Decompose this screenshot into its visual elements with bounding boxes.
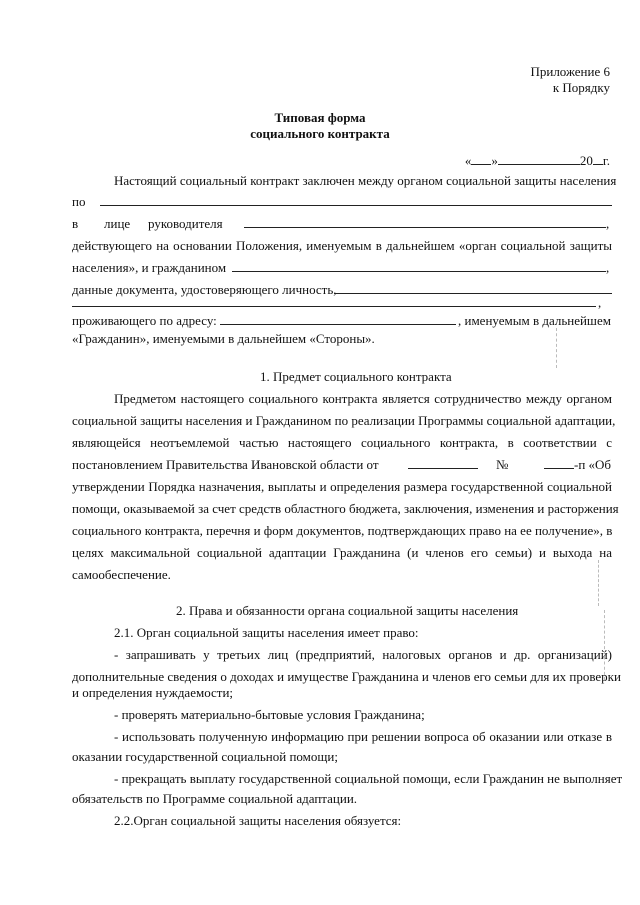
appendix-reference: к Порядку xyxy=(552,80,610,95)
address-suffix: , именуемым в дальнейшем xyxy=(458,313,611,328)
intro-line-8 xyxy=(72,313,612,329)
resolution-date-blank[interactable] xyxy=(408,457,478,469)
id-document-blank-1[interactable] xyxy=(334,282,612,294)
intro-line-1: Настоящий социальный контракт заключен между органом социальной защиты населения xyxy=(114,173,617,188)
section-1-line-1: Предметом настоящего социального контракта является сотрудничество между органом xyxy=(114,391,612,406)
citizen-prefix: населения», и гражданином xyxy=(72,260,227,275)
date-close-quote: » xyxy=(491,153,498,168)
intro-line-5 xyxy=(72,260,612,276)
section-1-line-5: утверждении Порядка назначения, выплаты и определения размера государственной социальной xyxy=(72,479,612,494)
scan-artifact-mark xyxy=(604,610,606,680)
section-1-line-6: помощи, оказываемой за счет средств областного бюджета, заключения, изменения и расторжения xyxy=(72,501,619,516)
right-4-line-2: обязательств по Программе социальной адаптации. xyxy=(72,791,358,806)
id-document-blank-2[interactable] xyxy=(72,295,596,307)
line3-comma: , xyxy=(606,216,610,231)
section-1-line-9: самообеспечение. xyxy=(72,567,171,582)
resolution-number-blank[interactable] xyxy=(544,457,574,469)
document-subtitle: социального контракта xyxy=(250,126,390,141)
right-3-line-1: - использовать полученную информацию при решении вопроса об оказании или отказе в xyxy=(114,729,612,744)
section-1-heading: 1. Предмет социального контракта xyxy=(260,369,452,384)
address-blank[interactable] xyxy=(220,313,456,325)
section-1-line-8: целях максимальной социальной адаптации Гражданина (и членов его семьи) и выхода на xyxy=(72,545,612,560)
section-1-line-4 xyxy=(72,457,612,473)
word-v: в xyxy=(72,216,79,231)
head-name-blank[interactable] xyxy=(244,216,606,228)
right-2: - проверять материально-бытовые условия Гражданина; xyxy=(114,707,425,722)
appendix-number: Приложение 6 xyxy=(530,64,610,79)
scan-artifact-mark xyxy=(556,328,558,368)
section-1-line-7: социального контракта, перечня и форм документов, подтверждающих право на ее получение», в xyxy=(72,523,613,538)
citizen-name-blank[interactable] xyxy=(232,260,606,272)
authority-name-blank[interactable] xyxy=(100,194,612,206)
intro-line-4: действующего на основании Положения, именуемым в дальнейшем «орган социальной защиты xyxy=(72,238,612,253)
year-blank[interactable] xyxy=(593,153,603,165)
resolution-suffix: -п «Об xyxy=(574,457,612,472)
word-rukovoditelya: руководителя xyxy=(148,216,223,231)
section-2-1-heading: 2.1. Орган социальной защиты населения имеет право: xyxy=(114,625,419,640)
address-prefix: проживающего по адресу: xyxy=(72,313,217,328)
date-open-quote: « xyxy=(464,153,472,168)
document-title: Типовая форма xyxy=(274,110,366,125)
word-litse: лице xyxy=(104,216,131,231)
right-4-line-1: - прекращать выплату государственной социальной помощи, если Гражданин не выполняет xyxy=(114,771,623,786)
line7-comma: , xyxy=(598,295,602,310)
date-line xyxy=(465,153,610,169)
intro-line-2 xyxy=(72,194,612,210)
right-1-line-3: и определения нуждаемости; xyxy=(72,685,234,700)
section-2-heading: 2. Права и обязанности органа социальной защиты населения xyxy=(176,603,519,618)
right-1-line-1: - запрашивать у третьих лиц (предприятий, налоговых органов и др. организаций) xyxy=(114,647,612,662)
resolution-prefix: постановлением Правительства Ивановской области от xyxy=(72,457,379,472)
section-1-line-3: являющейся неотъемлемой частью настоящего социального контракта, в соответствии с xyxy=(72,435,612,450)
section-1-line-2: социальной защиты населения и Гражданином по реализации Программы социальной адаптации, xyxy=(72,413,616,428)
intro-line-9: «Гражданин», именуемыми в дальнейшем «Стороны». xyxy=(72,331,375,346)
year-prefix: 20 xyxy=(579,153,593,168)
id-document-prefix: данные документа, удостоверяющего личность, xyxy=(72,282,337,297)
resolution-number-sign: № xyxy=(496,457,509,472)
year-suffix: г. xyxy=(602,153,610,168)
right-3-line-2: оказании государственной социальной помощи; xyxy=(72,749,338,764)
scan-artifact-mark xyxy=(598,560,600,606)
day-blank[interactable] xyxy=(471,153,491,165)
section-2-2-heading: 2.2.Орган социальной защиты населения обязуется: xyxy=(114,813,402,828)
month-blank[interactable] xyxy=(498,153,580,165)
intro-prefix-po: по xyxy=(72,194,86,209)
line5-comma: , xyxy=(606,260,610,275)
right-1-line-2: дополнительные сведения о доходах и имуществе Гражданина и членов его семьи для их проверки xyxy=(72,669,621,684)
